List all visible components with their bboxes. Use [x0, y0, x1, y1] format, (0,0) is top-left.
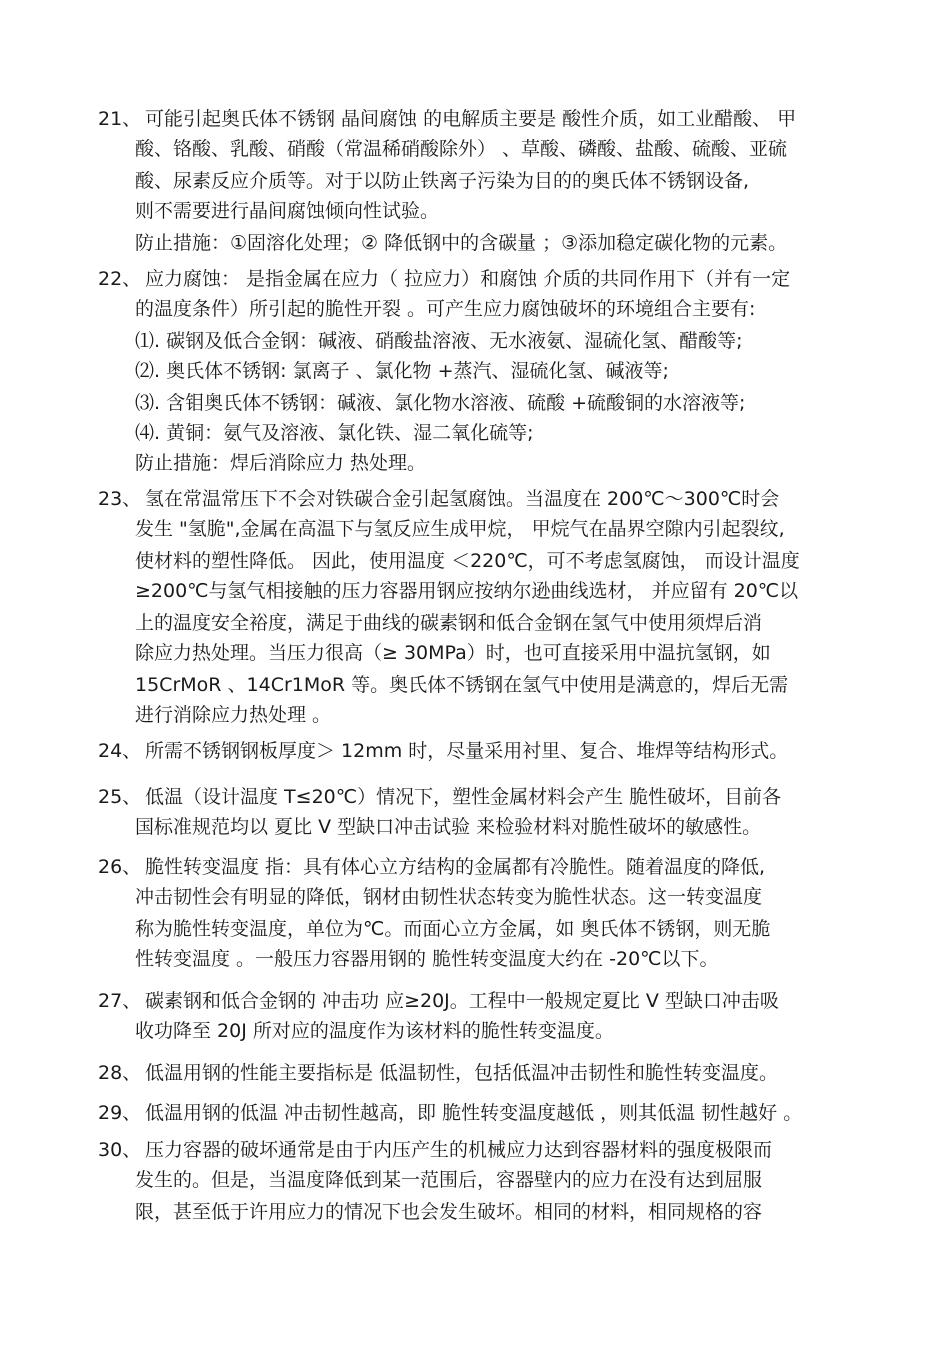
text-line: 则不需要进行晶间腐蚀倾向性试验。	[135, 200, 440, 222]
text-line: 上的温度安全裕度，满足于曲线的碳素钢和低合金钢在氢气中使用须焊后消	[135, 612, 763, 634]
text-line: ⑵. 奥氏体不锈钢: 氯离子 、氯化物 +蒸汽、湿硫化氢、碱液等;	[135, 360, 669, 382]
text-line: ⑴. 碳钢及低合金钢：碱液、硝酸盐溶液、无水液氨、湿硫化氢、醋酸等;	[135, 330, 743, 352]
text-line: 15CrMoR 、14Cr1MoR 等。奥氏体不锈钢在氢气中使用是满意的，焊后无需	[135, 674, 789, 696]
item-number: 27、	[98, 990, 142, 1012]
text-line: 性转变温度 。一般压力容器用钢的 脆性转变温度大约在 -20℃以下。	[135, 948, 719, 970]
item-number: 21、	[98, 108, 142, 130]
text-line: 防止措施：焊后消除应力 热处理。	[135, 452, 427, 474]
text-line: 低温用钢的性能主要指标是 低温韧性，包括低温冲击韧性和脆性转变温度。	[145, 1062, 779, 1084]
text-line: 称为脆性转变温度，单位为℃。而面心立方金属，如 奥氏体不锈钢，则无脆	[135, 918, 771, 940]
text-line: 防止措施：①固溶化处理；② 降低钢中的含碳量 ；③添加稳定碳化物的元素。	[135, 232, 788, 254]
text-line: 应力腐蚀： 是指金属在应力（ 拉应力）和腐蚀 介质的共同作用下（并有一定	[145, 268, 791, 290]
text-line: 收功降至 20J 所对应的温度作为该材料的脆性转变温度。	[135, 1020, 614, 1042]
text-line: 低温（设计温度 T≤20℃）情况下，塑性金属材料会产生 脆性破坏，目前各	[145, 786, 782, 808]
text-line: 碳素钢和低合金钢的 冲击功 应≥20J。工程中一般规定夏比 V 型缺口冲击吸	[145, 990, 779, 1012]
text-line: 限，甚至低于许用应力的情况下也会发生破坏。相同的材料，相同规格的容	[135, 1201, 763, 1223]
text-line: 低温用钢的低温 冲击韧性越高，即 脆性转变温度越低 ，则其低温 韧性越好 。	[145, 1102, 803, 1124]
text-line: 发生的。但是，当温度降低到某一范围后，容器壁内的应力在没有达到屈服	[135, 1169, 763, 1191]
item-number: 29、	[98, 1102, 142, 1124]
item-number: 23、	[98, 488, 142, 510]
text-line: 使材料的塑性降低。 因此，使用温度 ＜220℃，可不考虑氢腐蚀， 而设计温度	[135, 550, 800, 572]
item-number: 22、	[98, 268, 142, 290]
item-number: 25、	[98, 786, 142, 808]
text-line: 冲击韧性会有明显的降低，钢材由韧性状态转变为脆性状态。这一转变温度	[135, 886, 763, 908]
text-line: 酸、尿素反应介质等。对于以防止铁离子污染为目的的奥氏体不锈钢设备,	[135, 170, 750, 192]
item-number: 30、	[98, 1139, 142, 1161]
text-line: 除应力热处理。当压力很高（≥ 30MPa）时，也可直接采用中温抗氢钢，如	[135, 642, 771, 664]
text-line: 进行消除应力热处理 。	[135, 704, 332, 726]
text-line: ⑶. 含钼奥氏体不锈钢：碱液、氯化物水溶液、硫酸 +硫酸铜的水溶液等;	[135, 392, 746, 414]
text-line: 氢在常温常压下不会对铁碳合金引起氢腐蚀。当温度在 200℃～300℃时会	[145, 488, 780, 510]
text-line: 脆性转变温度 指：具有体心立方结构的金属都有冷脆性。随着温度的降低,	[145, 856, 766, 878]
text-line: 酸、铬酸、乳酸、硝酸（常温稀硝酸除外） 、草酸、磷酸、盐酸、硫酸、亚硫	[135, 138, 788, 160]
item-number: 26、	[98, 856, 142, 878]
item-number: 24、	[98, 740, 142, 762]
text-line: 国标准规范均以 夏比 V 型缺口冲击试验 来检验材料对脆性破坏的敏感性。	[135, 816, 762, 838]
text-line: 压力容器的破坏通常是由于内压产生的机械应力达到容器材料的强度极限而	[145, 1139, 773, 1161]
text-line: 所需不锈钢钢板厚度＞ 12mm 时，尽量采用衬里、复合、堆焊等结构形式。	[145, 740, 789, 762]
text-line: 的温度条件）所引起的脆性开裂 。可产生应力腐蚀破坏的环境组合主要有:	[135, 298, 756, 320]
text-line: 发生 "氢脆",金属在高温下与氢反应生成甲烷， 甲烷气在晶界空隙内引起裂纹,	[135, 518, 785, 540]
item-number: 28、	[98, 1062, 142, 1084]
text-line: ≥200℃与氢气相接触的压力容器用钢应按纳尔逊曲线选材， 并应留有 20℃以	[135, 580, 799, 602]
text-line: ⑷. 黄铜：氨气及溶液、氯化铁、湿二氧化硫等;	[135, 422, 534, 444]
text-line: 可能引起奥氏体不锈钢 晶间腐蚀 的电解质主要是 酸性介质，如工业醋酸、 甲	[145, 108, 797, 130]
